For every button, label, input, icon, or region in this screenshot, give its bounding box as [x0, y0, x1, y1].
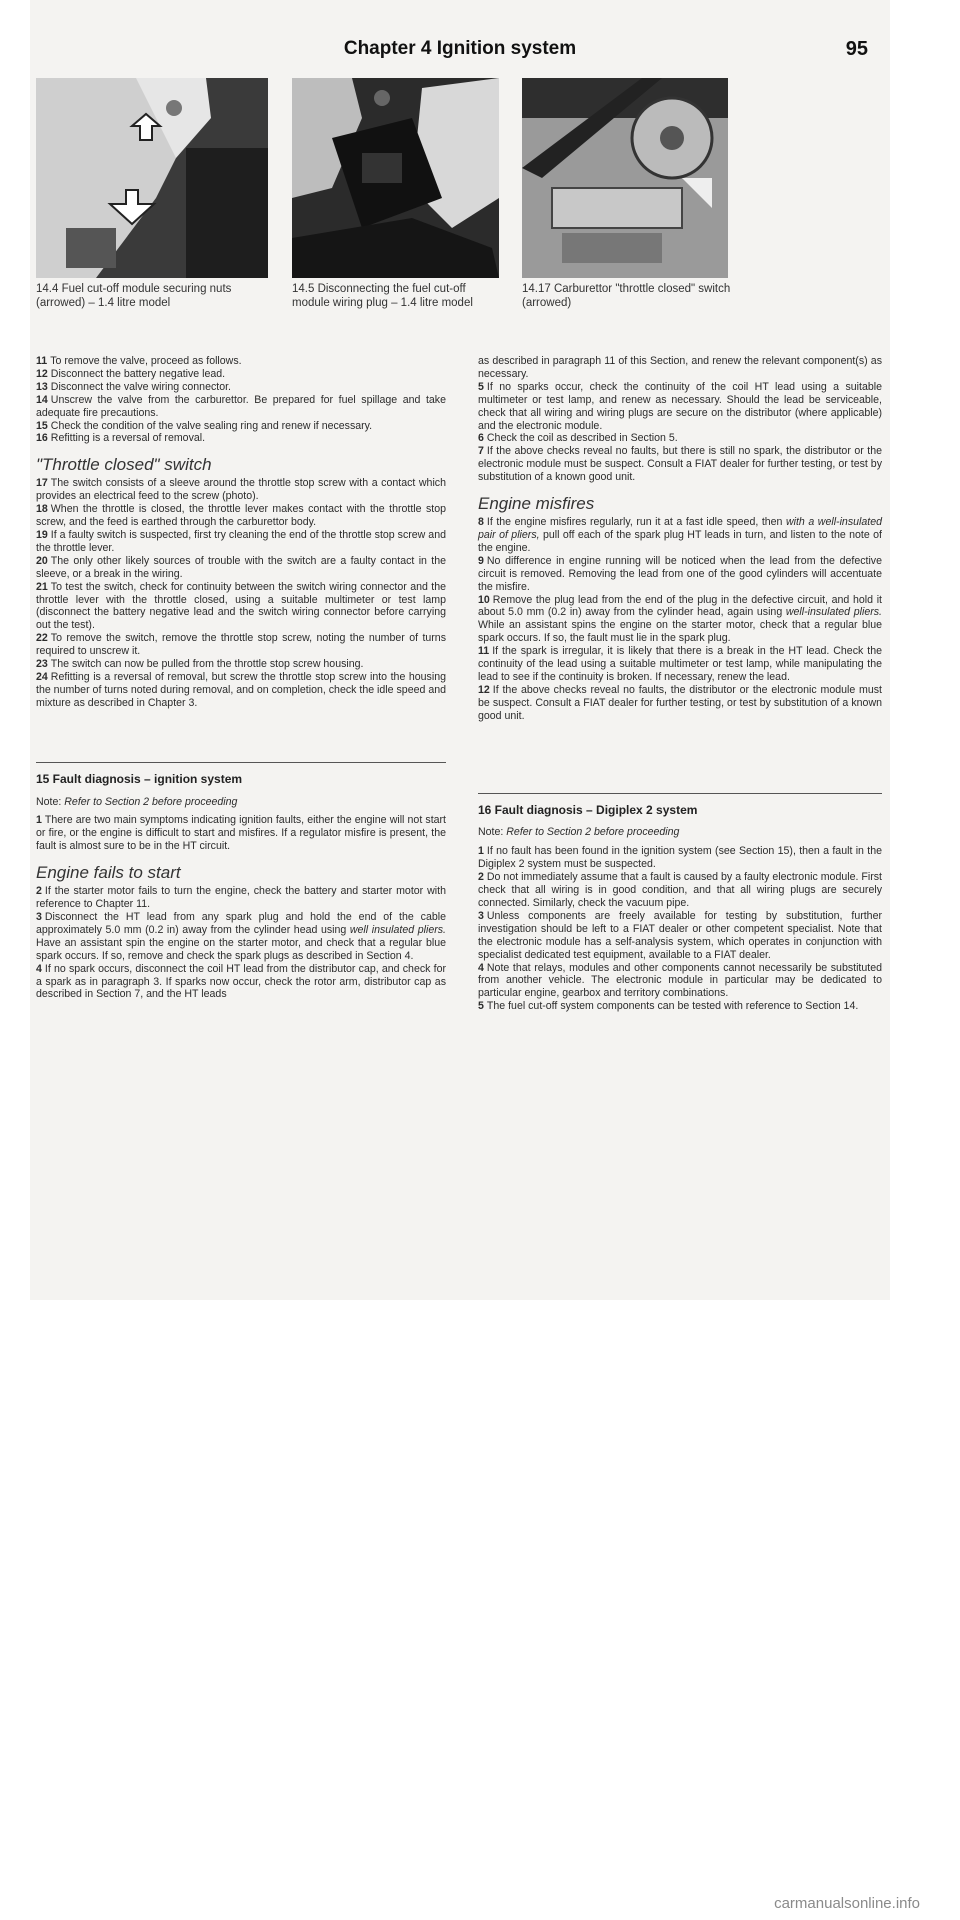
paragraph: 11 To remove the valve, proceed as follows.	[36, 355, 242, 367]
paragraph: 14 Unscrew the valve from the carburettor. Be prepared for fuel spillage and take adequate fire precautions.	[36, 393, 446, 419]
paragraph: 15 Check the condition of the valve sealing ring and renew if necessary.	[36, 419, 373, 432]
photo-fuel-cutoff-nuts	[36, 78, 268, 278]
paragraph: 17 The switch consists of a sleeve around the throttle stop screw with a contact which provides an electrical feed to the screw (photo).	[36, 477, 446, 503]
photo-wiring-plug	[292, 78, 499, 278]
paragraph: 5 If no sparks occur, check the continuity of the coil HT lead using a suitable multimeter or test lamp, and renew as necessary. Should the lead be serviceable, check that all wiring and wiring plugs are secure on the distributor (where applicable) and the electronic module.	[478, 380, 882, 432]
section-16-title: 16 Fault diagnosis – Digiplex 2 system	[478, 793, 882, 817]
paragraph: 6 Check the coil as described in Section 5.	[478, 432, 678, 445]
paragraph: 3 Disconnect the HT lead from any spark plug and hold the end of the cable approximately 5.0 mm (0.2 in) away from the cylinder head using well insulated pliers. Have an assistant spin the engine on the starter motor, and check that a regular blue spark occurs. If so, remove and check the spark plugs as described in Section 4.	[36, 911, 446, 962]
photo-throttle-switch	[522, 78, 728, 278]
right-column	[478, 355, 882, 1013]
paragraph: 8 If the engine misfires regularly, run it at a fast idle speed, then with a well-insulated pair of pliers, pull off each of the spark plug HT leads in turn, and listen to the note of the engine.	[478, 516, 882, 554]
paragraph: 1 If no fault has been found in the ignition system (see Section 15), then a fault in the Digiplex 2 system must be suspected.	[478, 845, 882, 871]
caption-14-5: 14.5 Disconnecting the fuel cut-off module wiring plug – 1.4 litre model	[292, 283, 473, 309]
caption-14-4: 14.4 Fuel cut-off module securing nuts (arrowed) – 1.4 litre model	[36, 283, 232, 309]
paragraph: 2 If the starter motor fails to turn the engine, check the battery and starter motor with reference to Chapter 11.	[36, 885, 446, 911]
paragraph: 12 If the above checks reveal no faults, the distributor or the electronic module must be suspect. Consult a FIAT dealer for further testing, or test by substitution of a known good unit.	[478, 683, 882, 722]
paragraph: 5 The fuel cut-off system components can be tested with reference to Section 14.	[478, 1000, 859, 1013]
paragraph: 20 The only other likely sources of trouble with the switch are a faulty contact in the sleeve, or a break in the wiring.	[36, 554, 446, 580]
paragraph: 22 To remove the switch, remove the throttle stop screw, noting the number of turns required to unscrew it.	[36, 632, 446, 658]
paragraph: 18 When the throttle is closed, the throttle lever makes contact with the throttle stop screw, and the feed is earthed through the carburettor body.	[36, 503, 446, 529]
paragraph: 19 If a faulty switch is suspected, first try cleaning the end of the throttle stop screw and the throttle lever.	[36, 528, 446, 554]
chapter-title: Chapter 4 Ignition system	[343, 38, 577, 59]
subheading-throttle-switch: "Throttle closed" switch	[36, 455, 212, 475]
paragraph: 13 Disconnect the valve wiring connector.	[36, 380, 231, 393]
paragraph: 11 If the spark is irregular, it is likely that there is a break in the HT lead. Check the continuity of the lead using a suitable multimeter or test lamp, while manipulating the lead to see if the continuity is broken. If necessary, renew the lead.	[478, 645, 882, 683]
paragraph: 12 Disconnect the battery negative lead.	[36, 367, 226, 380]
caption-14-17: 14.17 Carburettor "throttle closed" switch (arrowed)	[522, 283, 731, 309]
page-margin	[890, 0, 960, 1300]
paragraph: 1 There are two main symptoms indicating ignition faults, either the engine will not start or fire, or the engine is difficult to start and misfires. If a regulator misfire is present, the fault is almost sure to be in the HT circuit.	[36, 814, 446, 853]
paragraph: 2 Do not immediately assume that a fault is caused by a faulty electronic module. First check that all wiring is in good condition, and that all wiring plugs are securely connected. Similarly, check the vacuum pipe.	[478, 871, 882, 909]
paragraph: 24 Refitting is a reversal of removal, but screw the throttle stop screw into the housing the number of turns noted during removal, and on completion, check the idle speed and mixture as described in Chapter 3.	[36, 670, 446, 709]
watermark: carmanualsonline.info	[774, 1895, 920, 1912]
paragraph: 3 Unless components are freely available for testing by substitution, further investigation should be left to a FIAT dealer or other competent specialist. Note that the electronic module has a self-analysis system, which operates in conjunction with specialist dedicated test equipment, available to a FIAT dealer.	[478, 909, 882, 961]
subheading-engine-misfires: Engine misfires	[478, 494, 595, 514]
paragraph: 4 If no spark occurs, disconnect the coil HT lead from the distributor cap, and check for a spark as in paragraph 3. If sparks now occur, check the rotor arm, distributor cap as described in Section 7, and the HT leads	[36, 962, 446, 1001]
subheading-engine-fails-to-start: Engine fails to start	[36, 863, 181, 883]
paragraph: 21 To test the switch, check for continuity between the switch wiring connector and the throttle lever with the throttle closed, using a suitable multimeter or test lamp (disconnect the battery negative lead and the switch wiring connector before carrying out the test).	[36, 580, 446, 632]
section-16-note: Note: Refer to Section 2 before proceeding	[478, 826, 680, 839]
paragraph: 10 Remove the plug lead from the end of the plug in the defective circuit, and hold it about 5.0 mm (0.2 in) away from the cylinder head, again using well-insulated pliers. While an assistant spins the engine on the starter motor, check that a regular blue spark occurs. If so, the fault must lie in the spark plug.	[478, 593, 883, 645]
paragraph: 16 Refitting is a reversal of removal.	[36, 432, 206, 445]
section-15-title: 15 Fault diagnosis – ignition system	[36, 762, 446, 786]
paragraph: 23 The switch can now be pulled from the throttle stop screw housing.	[36, 658, 364, 671]
paragraph: 4 Note that relays, modules and other components cannot necessarily be substituted from another vehicle. The electronic module in particular may be dedicated to particular engine, gearbox and territory combinations.	[478, 961, 882, 1000]
left-column	[36, 355, 446, 1001]
manual-page	[30, 0, 890, 1300]
paragraph: as described in paragraph 11 of this Section, and renew the relevant component(s) as necessary.	[478, 355, 882, 380]
paragraph: 7 If the above checks reveal no faults, but there is still no spark, the distributor or the electronic module must be suspect. Consult a FIAT dealer for further testing, or test by substitution of a known good unit.	[478, 445, 882, 484]
page-header	[30, 38, 890, 68]
page-number: 95	[845, 38, 868, 60]
section-15-note: Note: Refer to Section 2 before proceeding	[36, 795, 238, 808]
paragraph: 9 No difference in engine running will be noticed when the lead from the defective circuit is removed. Removing the lead from one of the good cylinders will accentuate the misfire.	[478, 554, 882, 593]
